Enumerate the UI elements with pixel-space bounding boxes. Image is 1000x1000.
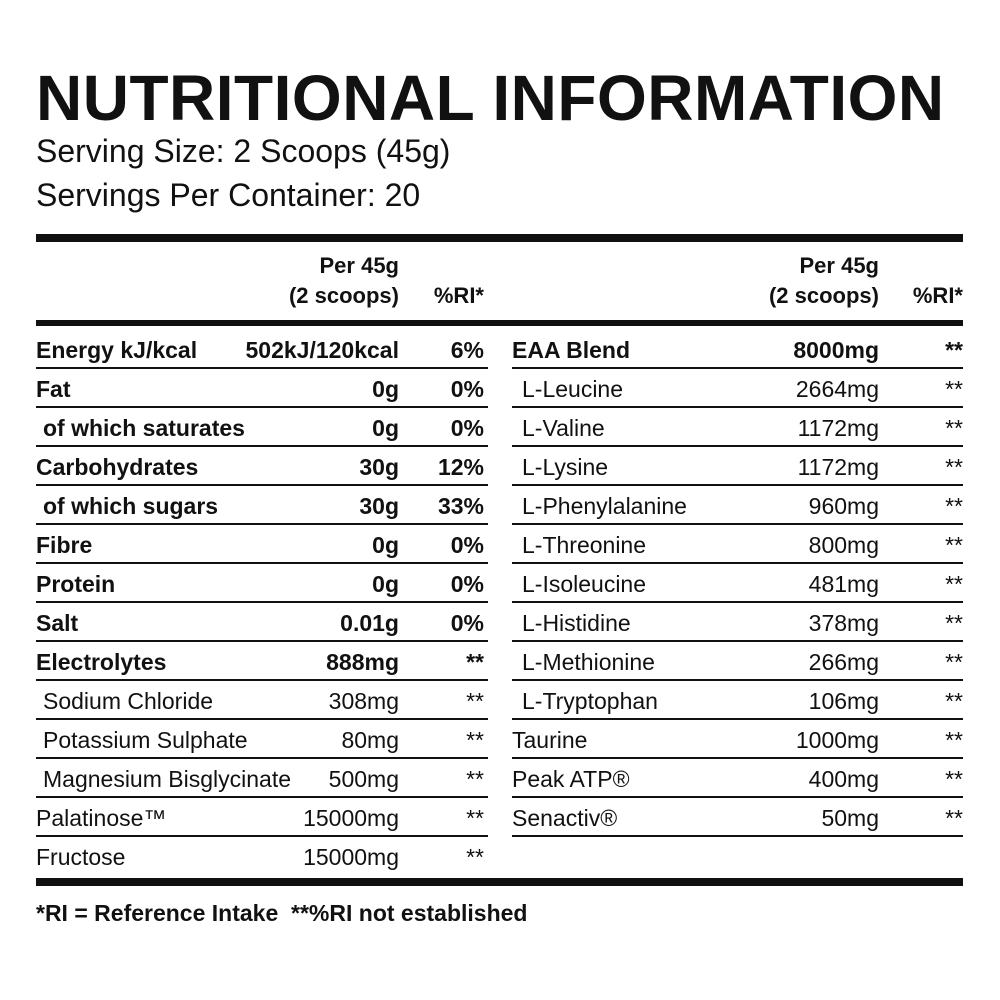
row-value: 266mg bbox=[808, 649, 879, 675]
left-header-ri: %RI* bbox=[433, 283, 484, 308]
row-label: of which saturates bbox=[43, 415, 245, 441]
table-row bbox=[512, 720, 963, 759]
row-label: Energy kJ/kcal bbox=[36, 337, 198, 363]
row-ri: 0% bbox=[450, 610, 484, 636]
row-ri: ** bbox=[466, 805, 484, 831]
row-label: Fructose bbox=[36, 844, 126, 870]
left-header-per-line2: (2 scoops) bbox=[288, 283, 399, 308]
row-label: L-Valine bbox=[522, 415, 605, 441]
row-label: Electrolytes bbox=[36, 649, 167, 675]
row-label: L-Phenylalanine bbox=[522, 493, 687, 519]
row-label: Palatinose™ bbox=[36, 805, 167, 831]
row-ri: ** bbox=[945, 805, 963, 831]
table-row bbox=[36, 603, 488, 642]
table-row bbox=[512, 447, 963, 486]
row-ri: ** bbox=[945, 688, 963, 714]
row-label: Peak ATP® bbox=[512, 766, 630, 792]
row-value: 30g bbox=[359, 454, 399, 480]
row-label: Taurine bbox=[512, 727, 588, 753]
row-value: 15000mg bbox=[303, 844, 399, 870]
servings-per-container: Servings Per Container: 20 bbox=[36, 177, 421, 213]
row-value: 481mg bbox=[808, 571, 879, 597]
row-ri: ** bbox=[945, 610, 963, 636]
row-ri: ** bbox=[945, 376, 963, 402]
row-label: Magnesium Bisglycinate bbox=[43, 766, 292, 792]
table-row bbox=[36, 486, 488, 525]
row-ri: ** bbox=[945, 571, 963, 597]
row-value: 0g bbox=[372, 376, 399, 402]
table-row bbox=[512, 486, 963, 525]
row-label: L-Leucine bbox=[522, 376, 624, 402]
table-row bbox=[512, 681, 963, 720]
row-label: L-Methionine bbox=[522, 649, 655, 675]
row-value: 800mg bbox=[808, 532, 879, 558]
row-value: 308mg bbox=[328, 688, 399, 714]
row-label: Carbohydrates bbox=[36, 454, 199, 480]
right-header-per-line2: (2 scoops) bbox=[768, 283, 879, 308]
row-value: 106mg bbox=[808, 688, 879, 714]
row-value: 8000mg bbox=[793, 337, 879, 363]
row-ri: 0% bbox=[450, 376, 484, 402]
right-header-ri: %RI* bbox=[912, 283, 963, 308]
row-label: Senactiv® bbox=[512, 805, 618, 831]
row-label: L-Lysine bbox=[522, 454, 609, 480]
row-label: Fat bbox=[36, 376, 71, 402]
row-ri: ** bbox=[466, 844, 484, 870]
row-label: Sodium Chloride bbox=[43, 688, 214, 714]
table-row bbox=[512, 759, 963, 798]
row-value: 80mg bbox=[341, 727, 399, 753]
row-ri: 0% bbox=[450, 571, 484, 597]
table-row bbox=[36, 369, 488, 408]
table-row bbox=[36, 759, 488, 798]
row-label: Salt bbox=[36, 610, 79, 636]
table-row bbox=[36, 681, 488, 720]
row-label: Potassium Sulphate bbox=[43, 727, 248, 753]
row-label: L-Tryptophan bbox=[522, 688, 658, 714]
row-value: 500mg bbox=[328, 766, 399, 792]
row-value: 1000mg bbox=[795, 727, 879, 753]
row-ri: 0% bbox=[450, 532, 484, 558]
row-value: 888mg bbox=[326, 649, 399, 675]
row-value: 15000mg bbox=[303, 805, 399, 831]
top-divider bbox=[36, 234, 963, 242]
bottom-divider bbox=[36, 878, 963, 886]
row-ri: ** bbox=[466, 766, 484, 792]
row-ri: ** bbox=[945, 337, 963, 363]
row-value: 0g bbox=[372, 415, 399, 441]
row-ri: 33% bbox=[437, 493, 484, 519]
row-label: L-Histidine bbox=[522, 610, 631, 636]
row-value: 0.01g bbox=[340, 610, 399, 636]
row-value: 1172mg bbox=[797, 415, 879, 441]
row-label: of which sugars bbox=[43, 493, 219, 519]
table-row bbox=[512, 525, 963, 564]
table-row bbox=[36, 564, 488, 603]
table-row bbox=[36, 837, 488, 876]
row-ri: 0% bbox=[450, 415, 484, 441]
table-row bbox=[36, 642, 488, 681]
row-ri: ** bbox=[945, 454, 963, 480]
row-ri: ** bbox=[945, 493, 963, 519]
row-value: 50mg bbox=[821, 805, 879, 831]
row-label: L-Isoleucine bbox=[522, 571, 647, 597]
row-value: 502kJ/120kcal bbox=[245, 337, 399, 363]
table-row bbox=[36, 330, 488, 369]
left-header-per-line1: Per 45g bbox=[319, 253, 399, 278]
row-ri: ** bbox=[945, 532, 963, 558]
row-value: 30g bbox=[359, 493, 399, 519]
page-title: NUTRITIONAL INFORMATION bbox=[36, 62, 945, 134]
table-row bbox=[36, 408, 488, 447]
table-row bbox=[512, 564, 963, 603]
row-ri: ** bbox=[945, 727, 963, 753]
row-value: 378mg bbox=[808, 610, 879, 636]
row-ri: ** bbox=[466, 727, 484, 753]
row-ri: ** bbox=[945, 766, 963, 792]
table-row bbox=[512, 369, 963, 408]
table-row bbox=[36, 798, 488, 837]
row-label: EAA Blend bbox=[512, 337, 630, 363]
row-label: Protein bbox=[36, 571, 116, 597]
row-ri: ** bbox=[945, 415, 963, 441]
row-ri: ** bbox=[945, 649, 963, 675]
row-value: 400mg bbox=[808, 766, 879, 792]
row-label: Fibre bbox=[36, 532, 93, 558]
table-row bbox=[512, 330, 963, 369]
table-row bbox=[512, 642, 963, 681]
row-ri: 12% bbox=[437, 454, 484, 480]
row-value: 2664mg bbox=[795, 376, 879, 402]
serving-size: Serving Size: 2 Scoops (45g) bbox=[36, 133, 451, 169]
right-header-per-line1: Per 45g bbox=[799, 253, 879, 278]
table-row bbox=[36, 447, 488, 486]
row-value: 0g bbox=[372, 532, 399, 558]
row-value: 1172mg bbox=[797, 454, 879, 480]
table-row bbox=[512, 603, 963, 642]
table-row bbox=[512, 798, 963, 837]
header-divider bbox=[36, 320, 963, 326]
row-ri: ** bbox=[466, 688, 484, 714]
row-value: 0g bbox=[372, 571, 399, 597]
table-row bbox=[36, 525, 488, 564]
row-label: L-Threonine bbox=[522, 532, 647, 558]
row-ri: 6% bbox=[450, 337, 484, 363]
footnote: *RI = Reference Intake **%RI not established bbox=[36, 900, 528, 926]
table-row bbox=[36, 720, 488, 759]
table-row bbox=[512, 408, 963, 447]
row-ri: ** bbox=[466, 649, 484, 675]
row-value: 960mg bbox=[808, 493, 879, 519]
